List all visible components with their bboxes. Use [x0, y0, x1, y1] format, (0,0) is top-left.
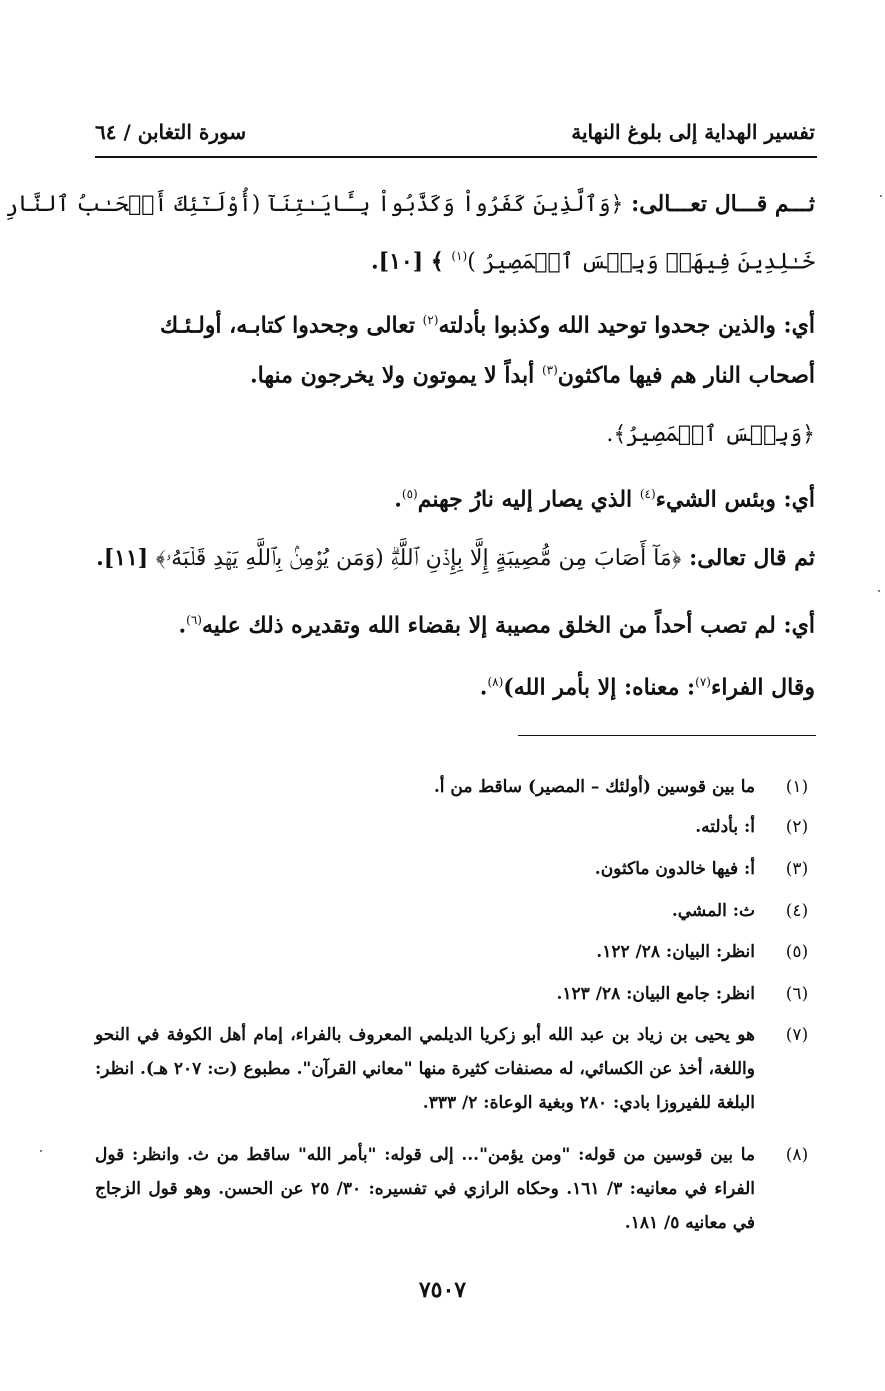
footnote-number: (٧): [785, 1025, 809, 1045]
footnote-ref: (٢): [422, 313, 439, 327]
surah-page-label: سورة التغابن / ٦٤: [95, 120, 247, 144]
intro-text: ثم قال تعالى:: [689, 545, 815, 571]
body-line-8: [95, 600, 815, 645]
scan-speck: [878, 590, 880, 592]
quran-verse: خَـٰلِدِينَ فِيهَاۖ وَبِئۡسَ ٱلۡمَصِيرُ ): [467, 249, 815, 275]
footnote-number: (٤): [785, 901, 809, 921]
body-line-4: [95, 350, 815, 395]
body-line-9: [95, 662, 815, 707]
footnote-text: ما بين قوسين من قوله: "ومن يؤمن"... إلى قوله: "بأمر الله" ساقط من ث. وانظر: قول الفراء في معانيه: ٣/ ١٦١. وحكاه الرازي في تفسيره: ٣٠/ ٢٥ عن الحسن. وهو قول الزجاج في معانيه ٥/ ١٨١.: [95, 1145, 756, 1233]
body-line-5: [95, 414, 815, 455]
footnote-3: [95, 852, 817, 886]
body-line-6: [95, 474, 815, 519]
footnote-ref: (٨): [487, 675, 504, 689]
text-span: الذي يصار إليه نارُ جهنم: [417, 486, 633, 513]
quran-verse: ﴿وَبِئۡسَ ٱلۡمَصِيرُ﴾.: [606, 422, 815, 447]
body-line-2: [95, 236, 815, 282]
footnote-text: ما بين قوسين (أولئك – المصير) ساقط من أ.: [433, 777, 755, 797]
text-span: أبداً لا يموتون ولا يخرجون منها.: [250, 362, 535, 389]
text-span: أي: والذين جحدوا توحيد الله وكذبوا بأدلته: [438, 312, 815, 339]
footnote-ref: (٧): [695, 675, 711, 689]
verse-number: [١١].: [96, 545, 149, 571]
footnote-ref: (٦): [186, 613, 202, 627]
footnote-text: هو يحيى بن زياد بن عبد الله أبو زكريا الديلمي المعروف بالفراء، إمام أهل الكوفة في النحو واللغة، أخذ عن الكسائي، له مصنفات كثيرة منها "معاني القرآن". مطبوع (ت: ٢٠٧ هـ). انظر: البلغة للفيروزا بادي: ٢٨٠ وبغية الوعاة: ٢/ ٣٣٣.: [95, 1025, 755, 1113]
text-span: : معناه: إلا بأمر الله): [503, 674, 696, 701]
body-line-1: [5, 184, 815, 225]
footnote-text: أ: فيها خالدون ماكثون.: [594, 859, 755, 879]
text-span: أي: لم تصب أحداً من الخلق مصيبة إلا بقضاء الله وتقديره ذلك عليه: [201, 612, 815, 639]
text-span: .: [479, 674, 488, 701]
footnote-number: (٣): [785, 859, 809, 879]
footnote-text: أ: بأدلته.: [695, 817, 755, 837]
footnote-4: [95, 894, 817, 928]
footnote-ref: (٣): [541, 363, 558, 377]
footnote-8: [95, 1138, 817, 1248]
footnote-2: [95, 810, 817, 844]
intro-text: ثـــم قـــال تعـــالى:: [631, 191, 815, 217]
footnote-number: (٨): [785, 1145, 809, 1165]
text-span: تعالى وجحدوا كتابـه، أولـئـك: [160, 312, 415, 339]
footnote-ref: (١): [451, 249, 468, 263]
text-span: أي: وبئس الشيء: [655, 486, 815, 513]
footnote-5: [95, 935, 817, 969]
text-span: .: [178, 612, 187, 639]
header-divider: [95, 156, 817, 158]
footnote-text: انظر: جامع البيان: ٢٨/ ١٢٣.: [556, 984, 755, 1004]
quran-verse: ﴿وَٱلَّذِينَ كَفَرُواْ وَكَذَّبُواْ بِـَٔايَـٰتِنَآ (أُوْلَـٰٓئِكَ أَصۡحَـٰبُ ٱلنَّارِ: [5, 192, 624, 217]
footnote-7: [95, 1018, 817, 1128]
footnote-number: (٢): [785, 817, 809, 837]
footnote-1: [95, 770, 817, 804]
verse-number: ﴾ [١٠].: [371, 248, 444, 275]
footnote-text: ث: المشي.: [671, 901, 755, 921]
footnote-ref: (٥): [401, 487, 418, 501]
text-span: أصحاب النار هم فيها ماكثون: [557, 362, 815, 389]
footnote-6: [95, 977, 817, 1011]
body-line-7: [95, 538, 815, 579]
text-span: وقال الفراء: [710, 674, 815, 701]
quran-verse: ﴿مَآ أَصَابَ مِن مُّصِيبَةٍ إِلَّا بِإِذۡنِ ٱللَّهِۗ (وَمَن يُؤۡمِنۢ بِٱللَّهِ يَهۡدِ قَلۡبَهُۥ﴾: [155, 546, 682, 571]
footnote-text: انظر: البيان: ٢٨/ ١٢٢.: [596, 942, 755, 962]
scan-speck: [40, 1150, 42, 1152]
footnote-divider: [518, 735, 816, 736]
book-title: تفسير الهداية إلى بلوغ النهاية: [571, 120, 815, 144]
footnote-number: (٥): [785, 942, 809, 962]
page-number: ٧٥٠٧: [418, 1277, 467, 1303]
footnote-ref: (٤): [639, 487, 656, 501]
footnote-number: (١): [785, 777, 809, 797]
scan-speck: [880, 195, 882, 197]
page-header: [95, 112, 815, 152]
body-line-3: [95, 300, 815, 345]
footnote-number: (٦): [785, 984, 809, 1004]
text-span: .: [394, 486, 402, 513]
